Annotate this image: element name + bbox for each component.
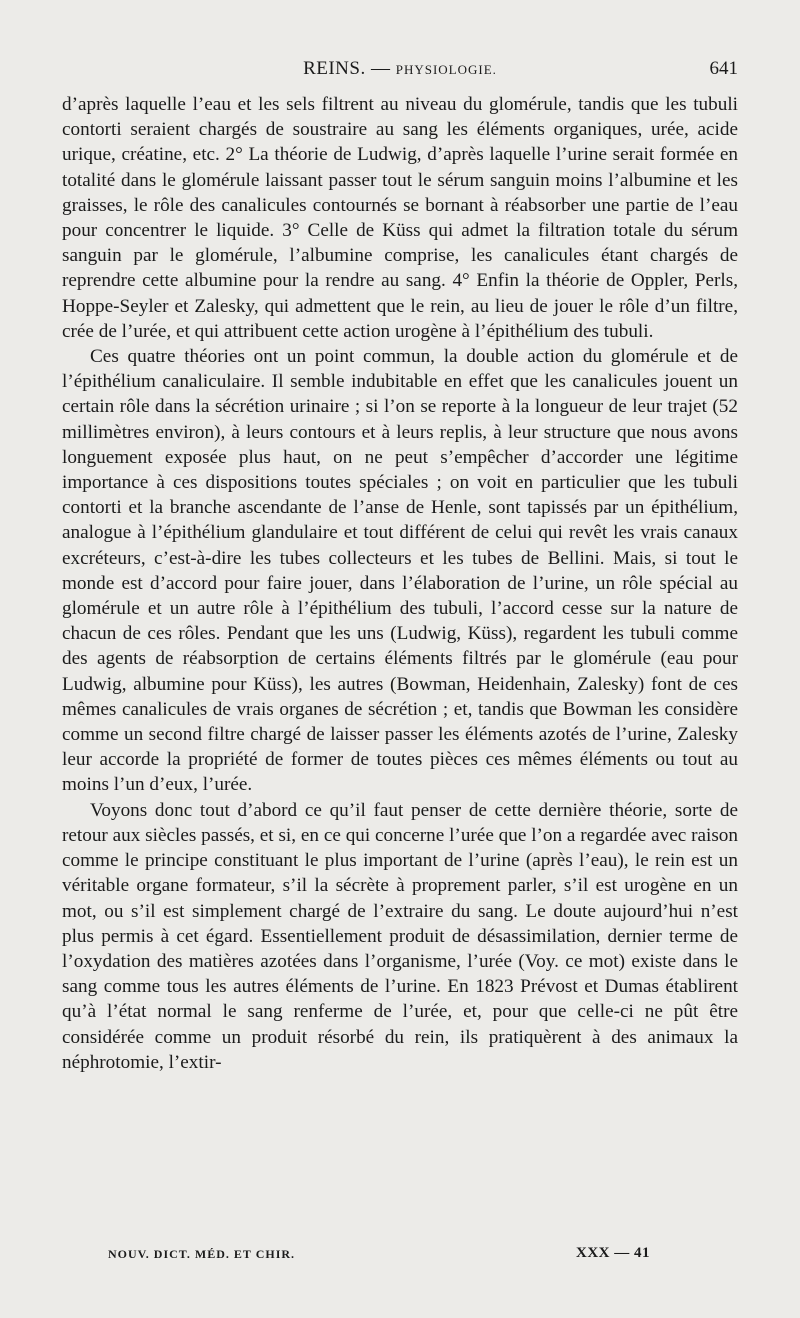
footer-publication: NOUV. DICT. MÉD. ET CHIR. — [108, 1247, 296, 1261]
header-section: PHYSIOLOGIE. — [395, 62, 497, 77]
footer-signature: XXX — 41 — [576, 1245, 650, 1261]
header-separator: — — [370, 58, 391, 79]
header-title: REINS. — [303, 58, 366, 79]
body-text — [62, 92, 738, 1075]
page-footer — [108, 1247, 650, 1267]
paragraph-2: Ces quatre théories ont un point commun, la double action du glomérule et de l’épithélium canaliculaire. Il semble indubitable en effet que les canalicules jouent un certain rôle dans la sécrétion urinaire ; si l’on se reporte à la longueur de leur trajet (52 millimètres environ), à leurs contours et à leurs replis, à leur structure que nous avons longuement exposée plus haut, on ne peut s’empêcher d’accorder une légitime importance à ces dispositions toutes spéciales ; on voit en particulier que les tubuli contorti et la branche ascendante de l’anse de Henle, sont tapissés par un épithélium, analogue à l’épithélium glandulaire et tout différent de celui qui revêt les vrais canaux excréteurs, c’est-à-dire les tubes collecteurs et les tubes de Bellini. Mais, si tout le monde est d’accord pour faire jouer, dans l’élaboration de l’urine, un rôle spécial au glomérule et un autre rôle à l’épithélium des tubuli, l’accord cesse sur la nature de chacun de ces rôles. Pendant que les uns (Ludwig, Küss), regardent les tubuli comme des agents de réabsorption de certains éléments filtrés par le glomérule (eau pour Ludwig, albumine pour Küss), les autres (Bowman, Heidenhain, Zalesky) font de ces mêmes canalicules de vrais organes de sécrétion ; et, tandis que Bowman les considère comme un second filtre chargé de laisser passer les éléments azotés de l’urine, Zalesky leur accorde la propriété de former de toutes pièces ces mêmes éléments ou tout au moins l’un d’eux, l’urée. — [62, 346, 738, 796]
paragraph-3: Voyons donc tout d’abord ce qu’il faut penser de cette dernière théorie, sorte de retour aux siècles passés, et si, en ce qui concerne l’urée que l’on a regardée avec raison comme le principe constituant le plus important de l’urine (après l’eau), le rein est un véritable organe formateur, s’il la sécrète à proprement parler, s’il est urogène en un mot, ou s’il est simplement chargé de l’extraire du sang. Le doute aujourd’hui n’est plus permis à cet égard. Essentiellement produit de désassimilation, dernier terme de l’oxydation des matières azotées dans l’organisme, l’urée (Voy. ce mot) existe dans le sang comme tous les autres éléments de l’urine. En 1823 Prévost et Dumas établirent qu’à l’état normal le sang renferme de l’urée, et, pour que celle-ci ne pût être considérée comme un produit résorbé du rein, ils pratiquèrent à des animaux la néphrotomie, l’extir- — [62, 799, 738, 1073]
running-title — [62, 58, 738, 80]
page-number: 641 — [709, 58, 738, 79]
running-header — [62, 58, 738, 84]
paragraph-1: d’après laquelle l’eau et les sels filtrent au niveau du glomérule, tandis que les tubuli contorti seraient chargés de soustraire au sang les éléments organiques, urée, acide urique, créatine, etc. 2° La théorie de Ludwig, d’après laquelle l’urine serait formée en totalité dans le glomérule laissant passer tout le sérum sanguin moins l’albumine et les graisses, le rôle des canalicules contournés se bornant à réabsorber une partie de l’eau pour concentrer le liquide. 3° Celle de Küss qui admet la filtration totale du sérum sanguin par le glomérule, l’albumine comprise, les canalicules étant chargés de reprendre cette albumine pour la rendre au sang. 4° Enfin la théorie de Oppler, Perls, Hoppe-Seyler et Zalesky, qui admettent que le rein, au lieu de jouer le rôle d’un filtre, crée de l’urée, et qui attribuent cette action urogène à l’épithélium des tubuli. — [62, 94, 738, 342]
